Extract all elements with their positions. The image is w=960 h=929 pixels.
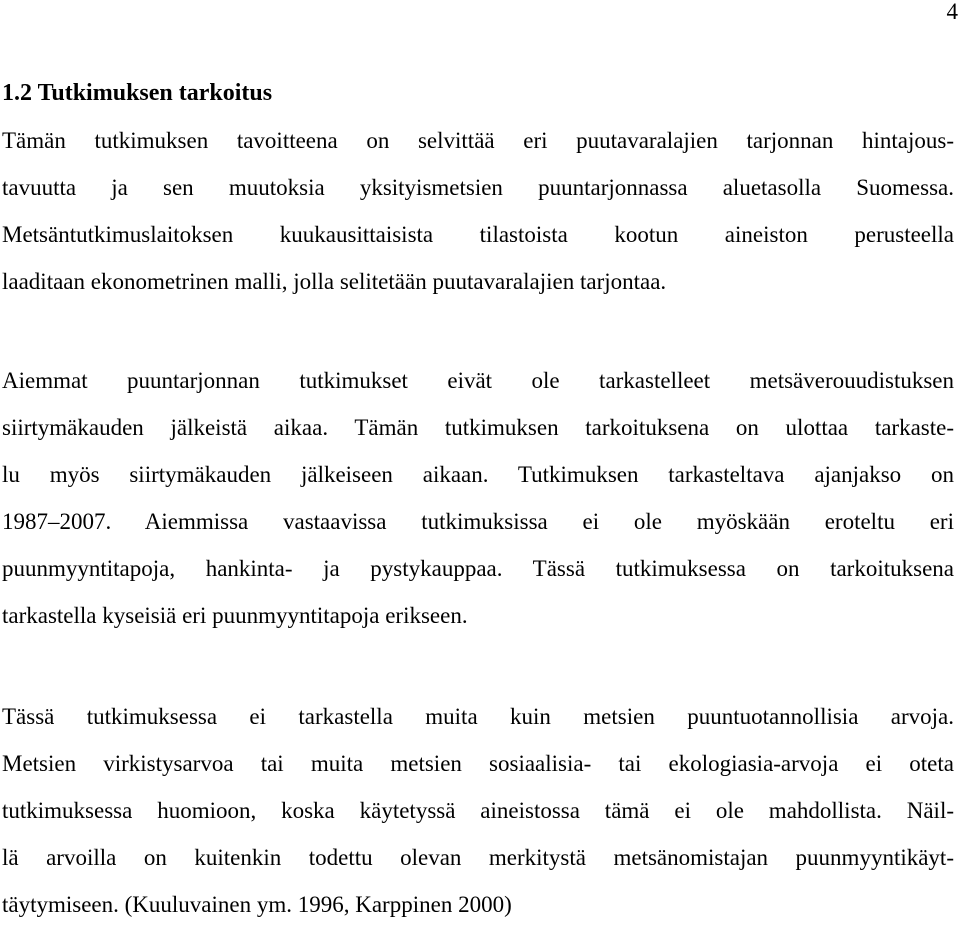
paragraph-purpose [2,117,954,305]
text-line: tavuutta ja sen muutoksia yksityismetsien puuntarjonnassa aluetasolla Suomessa. [2,175,954,200]
text-line: Metsäntutkimuslaitoksen kuukausittaisista tilastoista kootun aineiston perusteella [2,222,954,247]
text-line: tutkimuksessa huomioon, koska käytetyssä aineistossa tämä ei ole mahdollista. Näil- [2,798,954,823]
text-line: lu myös siirtymäkauden jälkeiseen aikaan. Tutkimuksen tarkasteltava ajanjakso on [2,462,954,487]
text-line: täytymiseen. (Kuuluvainen ym. 1996, Karppinen 2000) [2,892,512,917]
text-line: Tämän tutkimuksen tavoitteena on selvittää eri puutavaralajien tarjonnan hintajous- [2,128,954,153]
text-line: Metsien virkistysarvoa tai muita metsien sosiaalisia- tai ekologiasia-arvoja ei oteta [2,751,954,776]
text-line: lä arvoilla on kuitenkin todettu olevan merkitystä metsänomistajan puunmyyntikäyt- [2,845,954,870]
text-line: Aiemmat puuntarjonnan tutkimukset eivät ole tarkastelleet metsäverouudistuksen [2,368,954,393]
text-line: Tässä tutkimuksessa ei tarkastella muita kuin metsien puuntuotannollisia arvoja. [2,704,954,729]
text-line: tarkastella kyseisiä eri puunmyyntitapoja erikseen. [2,603,468,628]
text-line: siirtymäkauden jälkeistä aikaa. Tämän tutkimuksen tarkoituksena on ulottaa tarkaste- [2,415,954,440]
text-line: 1987–2007. Aiemmissa vastaavissa tutkimuksissa ei ole myöskään eroteltu eri [2,509,954,534]
text-line: laaditaan ekonometrinen malli, jolla selitetään puutavaralajien tarjontaa. [2,269,667,294]
paragraph-scope [2,357,954,639]
text-line: puunmyyntitapoja, hankinta- ja pystykauppaa. Tässä tutkimuksessa on tarkoituksena [2,556,954,581]
page-number: 4 [946,0,958,24]
paragraph-limitations [2,693,954,928]
section-heading: 1.2 Tutkimuksen tarkoitus [2,80,273,106]
